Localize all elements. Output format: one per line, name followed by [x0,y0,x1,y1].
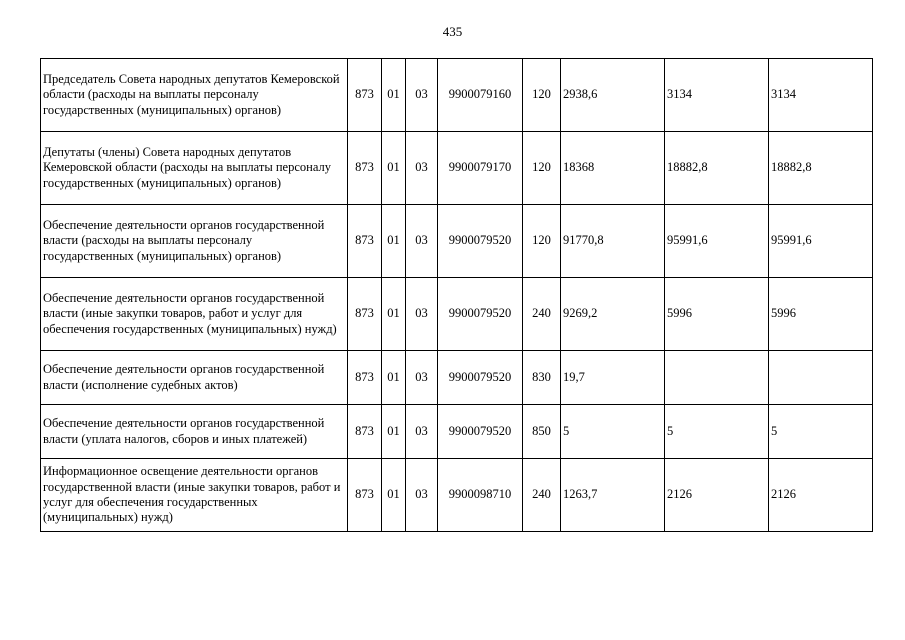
cell-name: Обеспечение деятельности органов государственной власти (иные закупки товаров, работ и услуг для обеспечения государственных (муниципальных) нужд) [41,278,348,351]
cell-expense-type-code: 240 [523,278,561,351]
table-row [41,132,873,205]
cell-subsection-code: 03 [406,59,438,132]
cell-name: Обеспечение деятельности органов государственной власти (уплата налогов, сборов и иных платежей) [41,405,348,459]
cell-amount-3: 18882,8 [769,132,873,205]
cell-amount-1: 5 [561,405,665,459]
cell-section-code: 01 [382,351,406,405]
cell-amount-1: 2938,6 [561,59,665,132]
cell-expense-type-code: 240 [523,459,561,532]
cell-amount-2: 18882,8 [665,132,769,205]
table-row [41,59,873,132]
cell-name: Председатель Совета народных депутатов Кемеровской области (расходы на выплаты персоналу государственных (муниципальных) органов) [41,59,348,132]
cell-amount-2: 5996 [665,278,769,351]
cell-name: Обеспечение деятельности органов государственной власти (расходы на выплаты персоналу государственных (муниципальных) органов) [41,205,348,278]
cell-amount-2: 5 [665,405,769,459]
cell-name: Информационное освещение деятельности органов государственной власти (иные закупки товаров, работ и услуг для обеспечения государственных (муниципальных) нужд) [41,459,348,532]
cell-subsection-code: 03 [406,205,438,278]
cell-amount-3: 2126 [769,459,873,532]
cell-ministry-code: 873 [348,405,382,459]
cell-section-code: 01 [382,132,406,205]
cell-amount-1: 18368 [561,132,665,205]
cell-subsection-code: 03 [406,459,438,532]
cell-section-code: 01 [382,459,406,532]
cell-amount-1: 19,7 [561,351,665,405]
cell-amount-3: 3134 [769,59,873,132]
table-row [41,351,873,405]
cell-amount-1: 1263,7 [561,459,665,532]
cell-expense-type-code: 830 [523,351,561,405]
cell-section-code: 01 [382,59,406,132]
cell-subsection-code: 03 [406,351,438,405]
cell-expense-type-code: 120 [523,205,561,278]
cell-name: Депутаты (члены) Совета народных депутатов Кемеровской области (расходы на выплаты персоналу государственных (муниципальных) органов) [41,132,348,205]
cell-amount-1: 91770,8 [561,205,665,278]
cell-target-article-code: 9900079520 [438,405,523,459]
cell-subsection-code: 03 [406,278,438,351]
cell-amount-2 [665,351,769,405]
cell-ministry-code: 873 [348,459,382,532]
table-row [41,459,873,532]
cell-ministry-code: 873 [348,59,382,132]
budget-table [40,58,873,532]
cell-target-article-code: 9900079160 [438,59,523,132]
cell-section-code: 01 [382,278,406,351]
cell-amount-1: 9269,2 [561,278,665,351]
table-row [41,205,873,278]
cell-target-article-code: 9900079520 [438,351,523,405]
table-row [41,405,873,459]
cell-amount-2: 3134 [665,59,769,132]
cell-ministry-code: 873 [348,278,382,351]
cell-expense-type-code: 120 [523,132,561,205]
table-row [41,278,873,351]
cell-target-article-code: 9900079520 [438,278,523,351]
cell-amount-3 [769,351,873,405]
cell-subsection-code: 03 [406,132,438,205]
cell-target-article-code: 9900098710 [438,459,523,532]
cell-section-code: 01 [382,205,406,278]
budget-table-body [41,59,873,532]
cell-ministry-code: 873 [348,205,382,278]
cell-expense-type-code: 120 [523,59,561,132]
cell-ministry-code: 873 [348,132,382,205]
cell-amount-3: 5996 [769,278,873,351]
cell-amount-2: 95991,6 [665,205,769,278]
cell-amount-2: 2126 [665,459,769,532]
page-number: 435 [442,24,463,39]
cell-amount-3: 5 [769,405,873,459]
cell-expense-type-code: 850 [523,405,561,459]
cell-ministry-code: 873 [348,351,382,405]
cell-target-article-code: 9900079170 [438,132,523,205]
cell-target-article-code: 9900079520 [438,205,523,278]
cell-amount-3: 95991,6 [769,205,873,278]
cell-section-code: 01 [382,405,406,459]
cell-subsection-code: 03 [406,405,438,459]
cell-name: Обеспечение деятельности органов государственной власти (исполнение судебных актов) [41,351,348,405]
